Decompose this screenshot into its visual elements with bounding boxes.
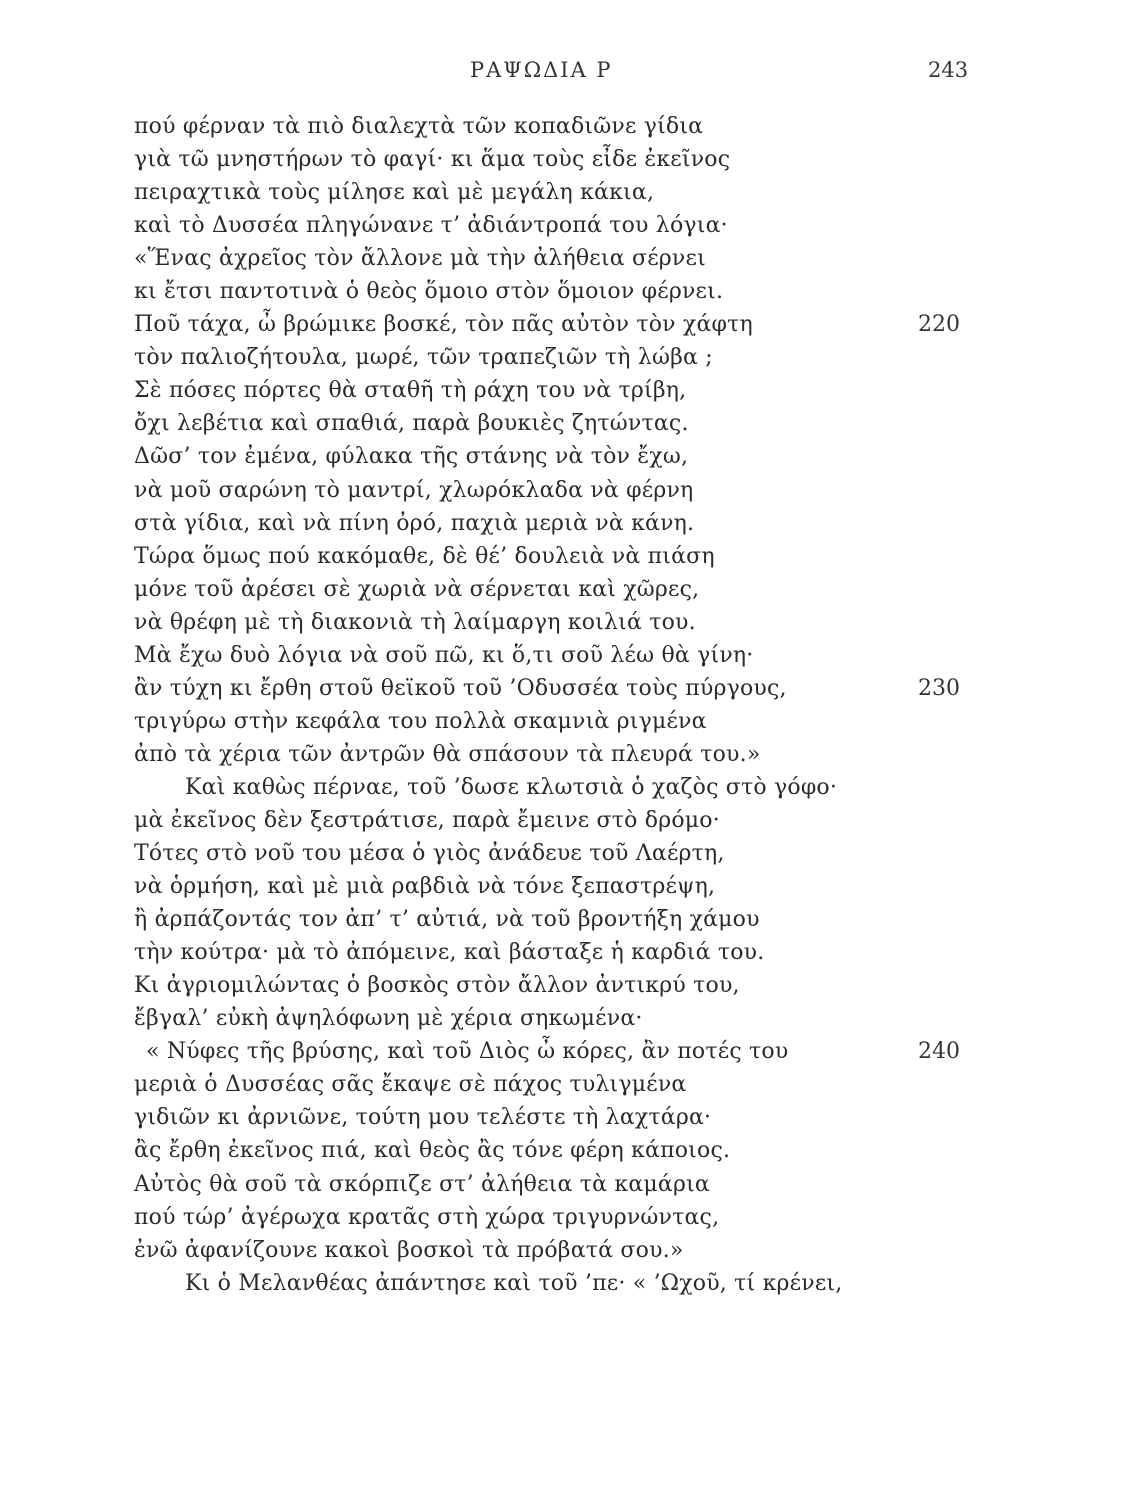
verse-line [0, 507, 1143, 540]
poem-text [0, 110, 1143, 1300]
verse-text: Καὶ καθὼς πέρναε, τοῦ ’δωσε κλωτσιὰ ὁ χαζὸς στὸ γόφο· [185, 774, 838, 800]
verse-text: Κι ὁ Μελανθέας ἀπάντησε καὶ τοῦ ’πε· « ’Ωχοῦ, τί κρένει, [185, 1270, 843, 1296]
verse-text: γιὰ τῶ μνηστήρων τὸ φαγί· κι ἅμα τοὺς εἶδε ἐκεῖνος [134, 147, 731, 173]
verse-line [0, 804, 1143, 837]
verse-text: Κι ἀγριομιλώντας ὁ βοσκὸς στὸν ἄλλον ἀντικρύ του, [134, 973, 740, 999]
verse-text: μεριὰ ὁ Δυσσέας σᾶς ἔκαψε σὲ πάχος τυλιγμένα [134, 1072, 687, 1098]
verse-line [0, 1134, 1143, 1167]
verse-line [0, 176, 1143, 209]
verse-line [0, 341, 1143, 374]
verse-line [0, 639, 1143, 672]
verse-text: «Ἕνας ἀχρεῖος τὸν ἄλλονε μὰ τὴν ἀλήθεια σέρνει [134, 246, 706, 272]
verse-line [0, 672, 1143, 705]
verse-text: πειραχτικὰ τοὺς μίλησε καὶ μὲ μεγάλη κάκια, [134, 180, 655, 206]
verse-text: νὰ θρέφη μὲ τὴ διακονιὰ τὴ λαίμαργη κοιλιά του. [134, 609, 696, 635]
line-number: 220 [918, 312, 960, 338]
line-number: 230 [918, 675, 960, 701]
verse-line [0, 705, 1143, 738]
verse-line [0, 242, 1143, 275]
verse-line [0, 110, 1143, 143]
verse-text: « Νύφες τῆς βρύσης, καὶ τοῦ Διὸς ὦ κόρες, ἂν ποτές του [146, 1039, 789, 1065]
verse-text: Τότες στὸ νοῦ του μέσα ὁ γιὸς ἀνάδευε τοῦ Λαέρτη, [134, 841, 725, 867]
verse-text: ἢ ἀρπάζοντάς τον ἀπ’ τ’ αὐτιά, νὰ τοῦ βροντήξη χάμου [134, 907, 760, 933]
verse-line [0, 870, 1143, 903]
verse-line [0, 606, 1143, 639]
verse-line [0, 308, 1143, 341]
verse-line [0, 738, 1143, 771]
verse-line [0, 1168, 1143, 1201]
running-head [0, 58, 1143, 88]
chapter-title: ΡΑΨΩΔΙΑ Ρ [470, 58, 613, 82]
verse-line [0, 573, 1143, 606]
verse-text: ἂν τύχη κι ἔρθη στοῦ θεϊκοῦ τοῦ ’Οδυσσέα τοὺς πύργους, [134, 675, 787, 701]
verse-text: Δῶσ’ τον ἐμένα, φύλακα τῆς στάνης νὰ τὸν ἔχω, [134, 444, 689, 470]
verse-line [0, 1002, 1143, 1035]
verse-text: ὄχι λεβέτια καὶ σπαθιά, παρὰ βουκιὲς ζητώντας. [134, 411, 689, 437]
verse-text: ἐνῶ ἀφανίζουνε κακοὶ βοσκοὶ τὰ πρόβατά σου.» [134, 1237, 684, 1263]
verse-line [0, 143, 1143, 176]
verse-line [0, 1201, 1143, 1234]
verse-text: μόνε τοῦ ἀρέσει σὲ χωριὰ νὰ σέρνεται καὶ χῶρες, [134, 576, 700, 602]
verse-text: πού φέρναν τὰ πιὸ διαλεχτὰ τῶν κοπαδιῶνε γίδια [134, 114, 704, 139]
verse-line [0, 837, 1143, 870]
verse-text: νὰ ὁρμήση, καὶ μὲ μιὰ ραβδιὰ νὰ τόνε ξεπαστρέψη, [134, 874, 716, 900]
verse-text: ἔβγαλ’ εὐκὴ ἀψηλόφωνη μὲ χέρια σηκωμένα· [134, 1006, 643, 1032]
verse-line [0, 1101, 1143, 1134]
verse-line [0, 936, 1143, 969]
line-number: 240 [918, 1039, 960, 1065]
verse-line [0, 440, 1143, 473]
verse-text: κι ἔτσι παντοτινὰ ὁ θεὸς ὅμοιο στὸν ὅμοιον φέρνει. [134, 279, 724, 305]
verse-text: πού τώρ’ ἀγέρωχα κρατᾶς στὴ χώρα τριγυρνώντας, [134, 1204, 720, 1230]
verse-line [0, 969, 1143, 1002]
verse-text: τὴν κούτρα· μὰ τὸ ἀπόμεινε, καὶ βάσταξε ἡ καρδιά του. [134, 940, 765, 966]
verse-text: γιδιῶν κι ἀρνιῶνε, τούτη μου τελέστε τὴ λαχτάρα· [134, 1105, 712, 1131]
verse-text: ἀπὸ τὰ χέρια τῶν ἀντρῶν θὰ σπάσουν τὰ πλευρά του.» [134, 741, 761, 767]
verse-text: μὰ ἐκεῖνος δὲν ξεστράτισε, παρὰ ἔμεινε στὸ δρόμο· [134, 807, 720, 833]
verse-text: Τώρα ὅμως πού κακόμαθε, δὲ θέ’ δουλειὰ νὰ πιάση [134, 543, 715, 569]
verse-text: Αὐτὸς θὰ σοῦ τὰ σκόρπιζε στ’ ἀλήθεια τὰ καμάρια [134, 1171, 710, 1197]
page-number: 243 [928, 58, 969, 82]
verse-line [0, 474, 1143, 507]
verse-text: νὰ μοῦ σαρώνη τὸ μαντρί, χλωρόκλαδα νὰ φέρνη [134, 477, 694, 503]
verse-text: καὶ τὸ Δυσσέα πληγώνανε τ’ ἀδιάντροπά του λόγια· [134, 213, 728, 239]
verse-line [0, 1068, 1143, 1101]
verse-line [0, 407, 1143, 440]
verse-line [0, 374, 1143, 407]
verse-line [0, 1035, 1143, 1068]
verse-line [0, 1234, 1143, 1267]
verse-line [0, 903, 1143, 936]
verse-line [0, 1267, 1143, 1300]
verse-text: στὰ γίδια, καὶ νὰ πίνη ὀρό, παχιὰ μεριὰ νὰ κάνη. [134, 510, 695, 536]
verse-text: Σὲ πόσες πόρτες θὰ σταθῆ τὴ ράχη του νὰ τρίβη, [134, 378, 687, 404]
verse-text: τριγύρω στὴν κεφάλα του πολλὰ σκαμνιὰ ριγμένα [134, 708, 707, 734]
verse-text: τὸν παλιοζήτουλα, μωρέ, τῶν τραπεζιῶν τὴ λώβα ; [134, 345, 713, 371]
verse-text: Ποῦ τάχα, ὦ βρώμικε βοσκέ, τὸν πᾶς αὐτὸν τὸν χάφτη [134, 312, 753, 338]
verse-line [0, 275, 1143, 308]
verse-line [0, 540, 1143, 573]
verse-text: ἂς ἔρθη ἐκεῖνος πιά, καὶ θεὸς ἂς τόνε φέρη κάποιος. [134, 1138, 731, 1164]
verse-text: Μὰ ἔχω δυὸ λόγια νὰ σοῦ πῶ, κι ὅ,τι σοῦ λέω θὰ γίνη· [134, 642, 754, 668]
verse-line [0, 771, 1143, 804]
verse-line [0, 209, 1143, 242]
